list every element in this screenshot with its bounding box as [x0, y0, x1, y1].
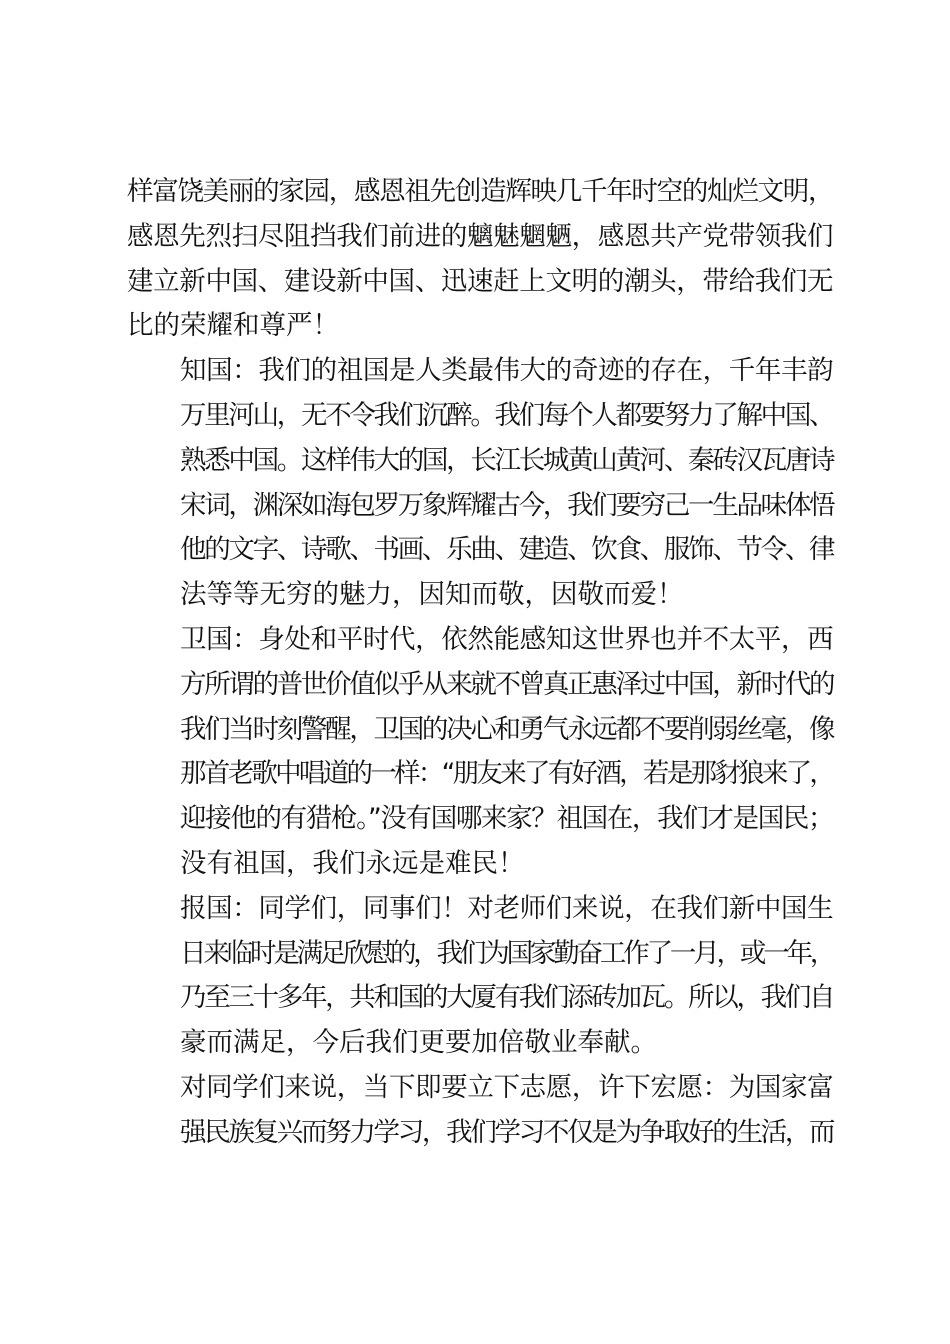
text-line: 他的文字、诗歌、书画、乐曲、建造、饮食、服饰、节令、律 [180, 534, 833, 566]
text-line: 建立新中国、建设新中国、迅速赶上文明的潮头，带给我们无 [127, 265, 833, 297]
text-line: 那首老歌中唱道的一样：“朋友来了有好酒，若是那豺狼来了， [180, 758, 833, 790]
text-line: 乃至三十多年，共和国的大厦有我们添砖加瓦。所以，我们自 [180, 982, 833, 1014]
text-line: 卫国：身处和平时代，依然能感知这世界也并不太平，西 [180, 623, 833, 655]
text-line: 报国：同学们，同事们！对老师们来说，在我们新中国生 [180, 892, 833, 924]
text-line: 对同学们来说，当下即要立下志愿，许下宏愿：为国家富 [180, 1071, 833, 1103]
text-line: 没有祖国，我们永远是难民！ [180, 847, 525, 879]
paragraph-serve-country [127, 887, 833, 1066]
text-line: 日来临时是满足欣慰的，我们为国家勤奋工作了一月，或一年， [180, 937, 833, 969]
text-line: 感恩先烈扫尽阻挡我们前进的魑魅魍魉，感恩共产党带领我们 [127, 220, 833, 252]
text-line: 万里河山，无不令我们沉醉。我们每个人都要努力了解中国、 [180, 399, 833, 431]
text-line: 豪而满足，今后我们更要加倍敬业奉献。 [180, 1027, 657, 1059]
text-line: 比的荣耀和尊严！ [127, 310, 339, 342]
paragraph-defend-country [127, 618, 833, 887]
text-line: 法等等无穷的魅力，因知而敬，因敬而爱！ [180, 579, 684, 611]
body-text [127, 170, 833, 1156]
text-line: 强民族复兴而努力学习，我们学习不仅是为争取好的生活，而 [180, 1116, 833, 1148]
text-line: 熟悉中国。这样伟大的国，长江长城黄山黄河、秦砖汉瓦唐诗 [180, 444, 833, 476]
text-line: 宋词，渊深如海包罗万象辉耀古今，我们要穷己一生品味体悟 [180, 489, 833, 521]
text-line: 知国：我们的祖国是人类最伟大的奇迹的存在，千年丰韵 [180, 355, 833, 387]
paragraph-know-country [127, 349, 833, 618]
text-line: 我们当时刻警醒，卫国的决心和勇气永远都不要削弱丝毫，像 [180, 713, 833, 745]
text-line: 方所谓的普世价值似乎从来就不曾真正惠泽过中国，新时代的 [180, 668, 833, 700]
text-line: 迎接他的有猎枪。”没有国哪来家？祖国在，我们才是国民； [180, 803, 833, 835]
paragraph-students [127, 1066, 833, 1156]
text-line: 样富饶美丽的家园，感恩祖先创造辉映几千年时空的灿烂文明， [127, 176, 833, 207]
paragraph-gratitude [127, 170, 833, 349]
